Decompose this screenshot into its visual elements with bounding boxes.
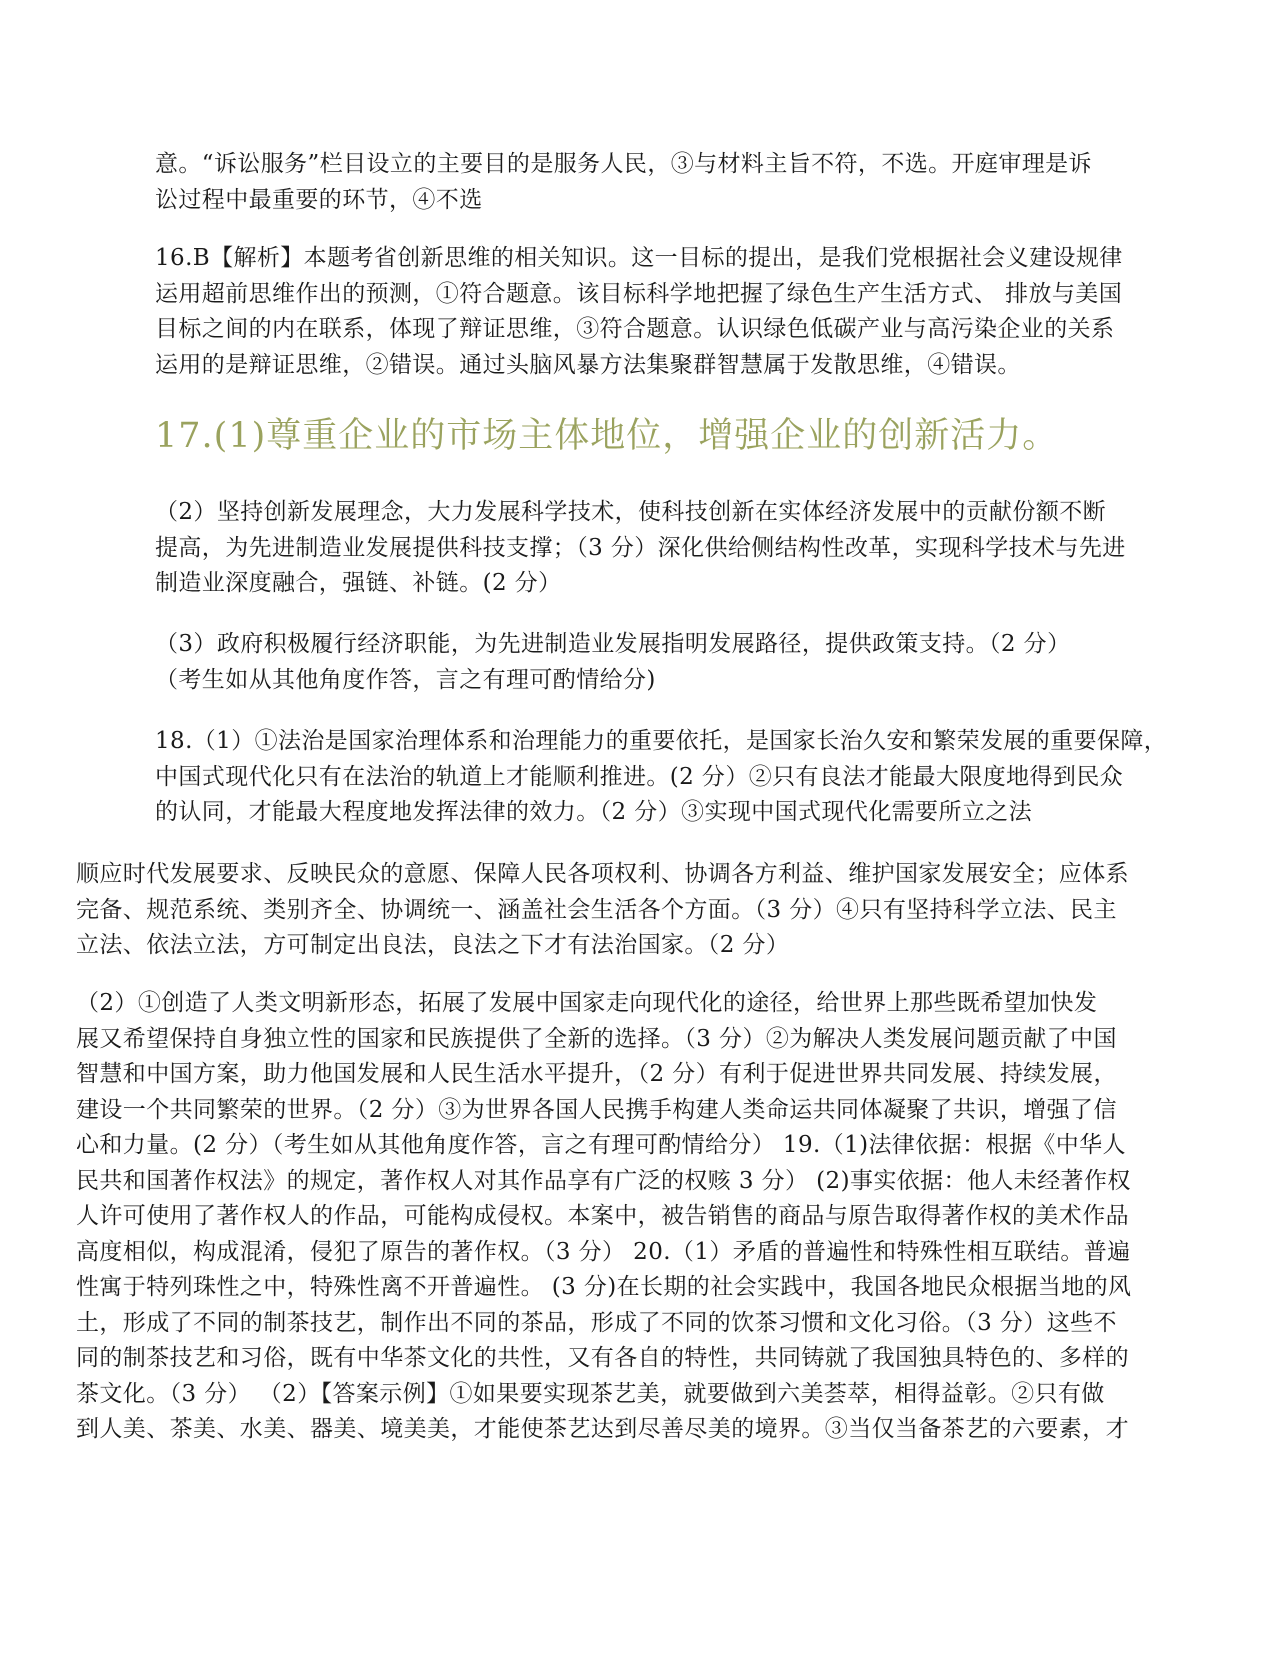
text-line: （2）①创造了人类文明新形态，拓展了发展中国家走向现代化的途径，给世界上那些既希望加快发 xyxy=(76,990,1098,1016)
text-line: 完备、规范系统、类别齐全、协调统一、涵盖社会生活各个方面。（3 分）④只有坚持科学立法、民主 xyxy=(76,896,1117,923)
text-line: 18.（1）①法治是国家治理体系和治理能力的重要依托，是国家长治久安和繁荣发展的重要保障， xyxy=(155,728,1168,754)
paragraph-q15-continued xyxy=(155,147,1200,218)
paragraph-q17-heading: 17.(1)尊重企业的市场主体地位，增强企业的创新活力。 xyxy=(155,416,1059,456)
text-line: 心和力量。(2 分）（考生如从其他角度作答，言之有理可酌情给分） 19.（1)法律依据：根据《中华人 xyxy=(76,1132,1126,1158)
text-line: 土，形成了不同的制茶技艺，制作出不同的茶品，形成了不同的饮茶习惯和文化习俗。（3 分）这些不 xyxy=(76,1309,1117,1336)
text-line: 意。“诉讼服务”栏目设立的主要目的是服务人民，③与材料主旨不符，不选。开庭审理是诉 xyxy=(155,151,1092,177)
text-line: 顺应时代发展要求、反映民众的意愿、保障人民各项权利、协调各方利益、维护国家发展安全；应体系 xyxy=(76,861,1129,887)
text-line: 运用的是辩证思维，②错误。通过头脑风暴方法集聚群智慧属于发散思维，④错误。 xyxy=(155,351,1021,378)
text-line: 到人美、茶美、水美、器美、境美美，才能使茶艺达到尽善尽美的境界。③当仅当备茶艺的六要素，才 xyxy=(76,1416,1129,1442)
paragraph-q18-part1 xyxy=(155,724,1200,831)
paragraph-q16 xyxy=(155,241,1200,383)
text-line: 建设一个共同繁荣的世界。（2 分）③为世界各国人民携手构建人类命运共同体凝聚了共识，增强了信 xyxy=(76,1096,1117,1123)
paragraph-q18-part1-continued xyxy=(76,857,1200,964)
text-line: 同的制茶技艺和习俗，既有中华茶文化的共性，又有各自的特性，共同铸就了我国独具特色的、多样的 xyxy=(76,1345,1129,1371)
text-line: 提高，为先进制造业发展提供科技支撑；（3 分）深化供给侧结构性改革，实现科学技术与先进 xyxy=(155,534,1126,561)
paragraph-q17-part3 xyxy=(155,627,1200,698)
text-line: （考生如从其他角度作答，言之有理可酌情给分) xyxy=(155,666,656,693)
text-line: 智慧和中国方案，助力他国发展和人民生活水平提升，（2 分）有利于促进世界共同发展、持续发展， xyxy=(76,1061,1117,1087)
text-line: （3）政府积极履行经济职能，为先进制造业发展指明发展路径，提供政策支持。（2 分） xyxy=(155,631,1071,657)
text-line: 民共和国著作权法》的规定，著作权人对其作品享有广泛的权赅 3 分） (2)事实依据：他人未经著作权 xyxy=(76,1167,1131,1194)
text-line: 展又希望保持自身独立性的国家和民族提供了全新的选择。（3 分）②为解决人类发展问题贡献了中国 xyxy=(76,1025,1117,1052)
paragraph-q18-part2-q19-q20 xyxy=(76,986,1200,1448)
text-line: 高度相似，构成混淆，侵犯了原告的著作权。（3 分） 20.（1）矛盾的普遍性和特殊性相互联结。普遍 xyxy=(76,1238,1131,1265)
text-line: 目标之间的内在联系，体现了辩证思维，③符合题意。认识绿色低碳产业与高污染企业的关系 xyxy=(155,316,1115,342)
text-line: （2）坚持创新发展理念，大力发展科学技术，使科技创新在实体经济发展中的贡献份额不断 xyxy=(155,499,1107,525)
text-line: 16.B【解析】本题考省创新思维的相关知识。这一目标的提出，是我们党根据社会义建设规律 xyxy=(155,245,1123,271)
paragraph-q17-part2 xyxy=(155,495,1200,602)
text-line: 性寓于特列珠性之中，特殊性离不开普遍性。 (3 分)在长期的社会实践中，我国各地民众根据当地的风 xyxy=(76,1274,1132,1300)
text-line: 立法、依法立法，方可制定出良法，良法之下才有法治国家。（2 分） xyxy=(76,932,790,958)
text-line: 的认同，才能最大程度地发挥法律的效力。（2 分）③实现中国式现代化需要所立之法 xyxy=(155,799,1033,825)
text-line: 中国式现代化只有在法治的轨道上才能顺利推进。(2 分）②只有良法才能最大限度地得到民众 xyxy=(155,763,1124,790)
text-line: 人许可使用了著作权人的作品，可能构成侵权。本案中，被告销售的商品与原告取得著作权的美术作品 xyxy=(76,1203,1129,1229)
text-line: 运用超前思维作出的预测，①符合题意。该目标科学地把握了绿色生产生活方式、 排放与美国 xyxy=(155,280,1123,307)
text-line: 制造业深度融合，强链、补链。(2 分） xyxy=(155,570,562,596)
text-line: 茶文化。（3 分） （2）【答案示例】①如果要实现茶艺美，就要做到六美荟萃，相得益彰。②只有做 xyxy=(76,1380,1105,1407)
text-line: 讼过程中最重要的环节，④不选 xyxy=(155,186,483,213)
